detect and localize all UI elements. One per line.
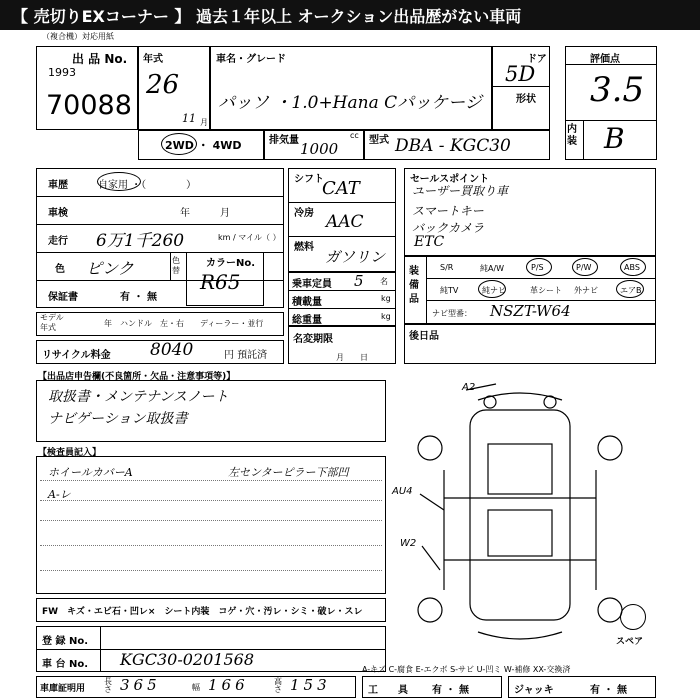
legend-row: FW キズ・エビ石・凹レ× シート内装 コゲ・穴・汚レ・シミ・破レ・スレ bbox=[42, 607, 363, 617]
inspector-rule bbox=[40, 500, 382, 501]
damage-codes: A-キズ C-腐食 E-エクボ S-サビ U-凹ミ W-補修 XX-交換済 bbox=[362, 665, 571, 674]
name-value: パッソ ・1.0+Hana Cパッケージ bbox=[218, 93, 482, 113]
model-value: DBA - KGC30 bbox=[395, 136, 511, 156]
navi-model-value: NSZT-W64 bbox=[490, 302, 571, 320]
lot-label: 出 品 No. bbox=[72, 52, 128, 66]
length-value: 365 bbox=[120, 676, 161, 694]
warranty-value: 有 ・ 無 bbox=[120, 292, 157, 303]
shape-label: 形状 bbox=[516, 94, 536, 105]
chassis-label: 車 台 No. bbox=[42, 659, 89, 670]
color-value: ピンク bbox=[86, 259, 134, 278]
height-value: 153 bbox=[290, 676, 331, 694]
equip-circle bbox=[616, 280, 644, 298]
color-divider bbox=[170, 252, 171, 280]
jack-label: ジャッキ bbox=[514, 685, 554, 696]
mileage-value: 6万1千260 bbox=[96, 231, 185, 251]
wheel-front-left bbox=[418, 436, 442, 460]
color-label: 色 bbox=[55, 264, 65, 275]
spec-line bbox=[288, 202, 396, 203]
rear-bumper bbox=[478, 632, 562, 639]
equip-ext-navi: 外ナビ bbox=[574, 286, 598, 295]
gross-label: 総重量 bbox=[292, 315, 322, 326]
inspector-note: A-レ bbox=[48, 488, 71, 501]
interior-value: B bbox=[604, 122, 625, 155]
auction-title: 【 売切りEXコーナー 】 過去１年以上 オークション出品歴がない車両 bbox=[12, 7, 522, 26]
interior-divider bbox=[583, 120, 584, 160]
navi-model-label: ナビ型番： bbox=[432, 309, 472, 318]
equip-ps: P/S bbox=[531, 263, 544, 272]
equip-navi: 純ナビ bbox=[482, 286, 506, 295]
jack-value: 有 ・ 無 bbox=[590, 685, 627, 696]
capacity-label: 乗車定員 bbox=[292, 279, 332, 290]
spare-label: スペア bbox=[616, 637, 644, 647]
equip-circle bbox=[478, 280, 506, 298]
month-label: 月 bbox=[200, 118, 208, 127]
equip-tv: 純TV bbox=[440, 286, 459, 295]
score-divider-top bbox=[565, 64, 657, 65]
wheel-rear-right bbox=[598, 598, 622, 622]
model-year-label: モデル 年式 bbox=[40, 313, 64, 332]
lot-small-number: 1993 bbox=[48, 66, 76, 79]
recycle-unit: 円 預託済 bbox=[224, 350, 268, 361]
recycle-value: 8040 bbox=[150, 340, 194, 360]
wheel-front-right bbox=[598, 436, 622, 460]
sales-points-label: セールスポイント bbox=[410, 174, 490, 185]
seller-note: 取扱書・メンテナンスノート bbox=[48, 389, 229, 405]
load-unit: kg bbox=[381, 294, 391, 303]
color-no-label: カラーNo. bbox=[206, 258, 256, 269]
mark-text: A2 bbox=[462, 382, 476, 393]
warranty-label: 保証書 bbox=[48, 292, 78, 303]
equip-circle bbox=[572, 258, 598, 276]
car-body-outline bbox=[470, 410, 570, 620]
inspector-note: 左センターピラー下部凹 bbox=[228, 466, 349, 479]
front-light bbox=[484, 396, 496, 408]
later-items-box bbox=[404, 324, 656, 364]
drive-label: 2WD ・ 4WD bbox=[165, 139, 242, 152]
spec-line bbox=[288, 236, 396, 237]
shift-label: シフト bbox=[294, 174, 324, 185]
capacity-unit: 名 bbox=[380, 277, 388, 286]
recycle-label: リサイクル料金 bbox=[42, 350, 111, 361]
inspector-rule bbox=[40, 545, 382, 546]
equipment-line bbox=[426, 300, 656, 301]
door-label: ドア bbox=[527, 54, 547, 65]
inspection-label: 車検 bbox=[48, 208, 68, 219]
inspector-rule bbox=[40, 520, 382, 521]
equipment-divider bbox=[426, 256, 427, 324]
mileage-unit: km / マイル（ ） bbox=[218, 233, 281, 242]
later-items-label: 後日品 bbox=[409, 331, 439, 342]
month-value: 11 bbox=[182, 112, 196, 125]
equipment-label: 装備品 bbox=[409, 266, 419, 305]
year-value: 26 bbox=[146, 70, 180, 100]
front-light bbox=[544, 396, 556, 408]
fuel-value: ガソリン bbox=[325, 248, 386, 266]
displacement-unit: cc bbox=[350, 131, 359, 140]
tool-value: 有 ・ 無 bbox=[432, 685, 469, 696]
interior-label: 内装 bbox=[567, 124, 577, 147]
width-value: 166 bbox=[208, 676, 249, 694]
inspector-rule bbox=[40, 480, 382, 481]
inspector-rule bbox=[40, 570, 382, 571]
cabin-outline bbox=[488, 510, 552, 556]
shift-value: CAT bbox=[322, 178, 360, 199]
private-use-circle bbox=[97, 172, 141, 191]
model-year-row: 年 ハンドル 左・右 ディーラー・並行 bbox=[104, 319, 264, 328]
reg-no-label: 登 録 No. bbox=[42, 636, 89, 647]
door-value: 5D bbox=[505, 62, 536, 86]
equip-sunroof: S/R bbox=[440, 263, 454, 272]
equip-airbag: エアB bbox=[620, 286, 642, 295]
score-divider bbox=[565, 120, 657, 121]
registration-day: 月 日 bbox=[336, 353, 368, 362]
capacity-value: 5 bbox=[354, 272, 364, 290]
load-label: 積載量 bbox=[292, 297, 322, 308]
year-label: 年式 bbox=[143, 54, 163, 65]
score-value: 3.5 bbox=[590, 70, 645, 110]
info-line bbox=[36, 196, 284, 197]
mark-text: W2 bbox=[400, 538, 417, 549]
car-damage-diagram bbox=[392, 370, 650, 660]
sales-point: バックカメラ bbox=[412, 221, 485, 235]
mileage-label: 走行 bbox=[48, 236, 68, 247]
inspection-value: 年 月 bbox=[180, 208, 230, 219]
ac-value: AAC bbox=[326, 212, 364, 232]
sales-point: ETC bbox=[414, 234, 445, 250]
displacement-label: 排気量 bbox=[269, 135, 299, 146]
equip-abs: ABS bbox=[624, 263, 640, 272]
weight-line bbox=[288, 308, 396, 309]
history-label: 車歴 bbox=[48, 180, 68, 191]
mark-arrow bbox=[420, 494, 444, 510]
equip-circle bbox=[620, 258, 646, 276]
mark-arrow bbox=[422, 546, 440, 570]
drive-2wd-circle bbox=[161, 133, 197, 155]
registration-label: 名変期限 bbox=[293, 334, 333, 345]
sales-point: ユーザー買取り車 bbox=[412, 184, 509, 198]
height-label: 高さ bbox=[274, 677, 282, 694]
inspector-label: 【検査員記入】 bbox=[38, 448, 102, 458]
wheel-rear-left bbox=[418, 598, 442, 622]
info-line bbox=[36, 224, 284, 225]
length-label: 長さ bbox=[104, 677, 112, 694]
score-label: 評価点 bbox=[590, 54, 620, 65]
garage-label: 車庫証明用 bbox=[40, 684, 86, 694]
sales-point: スマートキー bbox=[412, 204, 484, 218]
mark-text: AU4 bbox=[392, 486, 413, 497]
roof-outline bbox=[488, 444, 552, 494]
seller-note: ナビゲーション取扱書 bbox=[48, 411, 188, 427]
color-no-value: R65 bbox=[200, 270, 241, 294]
form-type-label: （複合機）対応用紙 bbox=[42, 32, 114, 41]
ac-label: 冷房 bbox=[294, 208, 314, 219]
equip-leather: 革シート bbox=[530, 286, 562, 295]
name-label: 車名・グレード bbox=[216, 54, 286, 65]
equipment-line bbox=[426, 278, 656, 279]
gross-unit: kg bbox=[381, 312, 391, 321]
model-label: 型式 bbox=[369, 135, 389, 146]
door-divider bbox=[492, 86, 550, 87]
width-label: 幅 bbox=[192, 683, 200, 692]
weight-line bbox=[288, 290, 396, 291]
equip-circle bbox=[526, 258, 552, 276]
displacement-value: 1000 bbox=[300, 140, 339, 158]
inspector-note: ホイールカバーA bbox=[48, 466, 133, 479]
reg-chassis-divider bbox=[100, 626, 101, 672]
equip-pw: P/W bbox=[576, 263, 592, 272]
chassis-value: KGC30-0201568 bbox=[120, 650, 254, 669]
fuel-label: 燃料 bbox=[294, 242, 314, 253]
tool-label: 工 具 bbox=[368, 685, 408, 696]
lot-number: 70088 bbox=[46, 90, 132, 121]
color-change-label: 色替 bbox=[172, 256, 180, 275]
history-value: 自家用 ・（ ） bbox=[98, 180, 197, 191]
equip-alloy: 純A/W bbox=[480, 264, 505, 273]
seller-notes-label: 【出品店申告欄(不良箇所・欠品・注意事項等)】 bbox=[38, 372, 236, 382]
